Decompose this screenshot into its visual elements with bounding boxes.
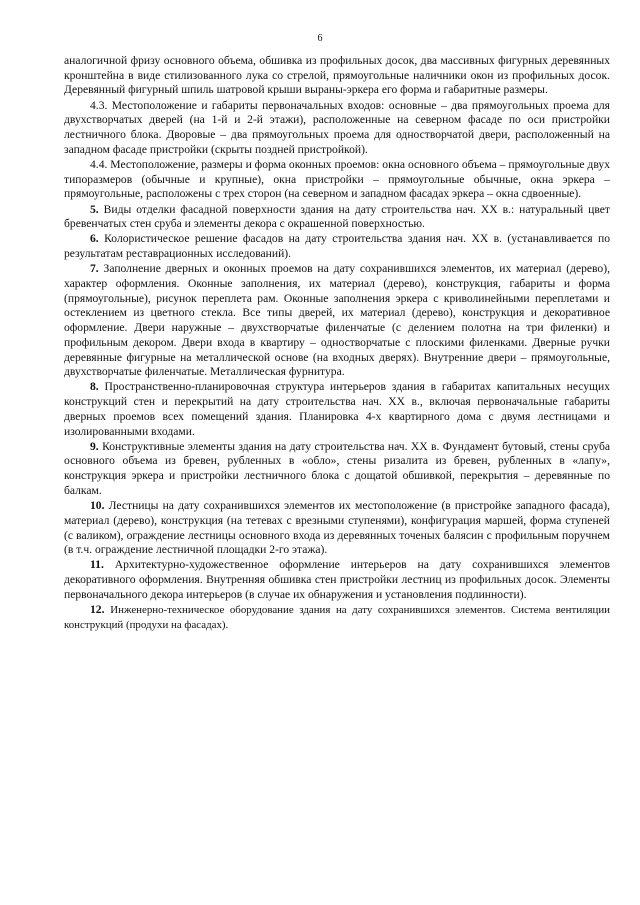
paragraph-11	[64, 558, 610, 602]
paragraph-number: 4.4.	[90, 157, 108, 171]
paragraph-text: Местоположение, размеры и форма оконных проемов: окна основного объема – прямоугольные двух типоразмеров (обычные и крупные), окна пристройки – прямоугольные обычные, окна эркера – прямоугольные, расположены с трех сторон (на северном и западном фасадах эркера – окна сдвоенные).	[64, 157, 610, 201]
page-number: 6	[317, 33, 323, 44]
paragraph-continuation	[64, 54, 610, 98]
paragraph-number: 12.	[90, 603, 105, 617]
paragraph-text: Архитектурно-художественное оформление интерьеров на дату сохранившихся элементов декоративного оформления. Внутренняя обшивка стен пристройки лестниц из профильных досок. Элементы первоначального декора интерьеров (в случае их обнаружения и установления подлинности).	[64, 558, 610, 601]
document-body	[64, 54, 610, 632]
paragraph-4-3	[64, 99, 610, 158]
paragraph-7	[64, 262, 610, 380]
paragraph-number: 8.	[90, 380, 99, 394]
paragraph-text: Заполнение дверных и оконных проемов на дату сохранившихся элементов, их материал (дерево), характер оформления. Оконные заполнения, их материал (дерево), конструкция, габариты и форма (прямоугольные), рисунок переплета рам. Оконные заполнения эркера с криволинейными переплетами и остеклением из цветного стекла. Все типы дверей, их материал (дерево), конструкция и декоративное оформление. Двери наружные – двухстворчатые филенчатые (с делением полотна на три филенки) и профильным декором. Двери входа в квартиру – одностворчатые с плоскими филенками. Дверные ручки деревянные фигурные на металлической основе (на входных дверях). Внутренние двери – прямоугольные, двухстворчатые филенчатые. Металлическая фурнитура.	[64, 262, 610, 379]
paragraph-text: Конструктивные элементы здания на дату строительства нач. XX в. Фундамент бутовый, стены сруба основного объема из бревен, рубленных в «обло», стены ризалита из бревен, рубленных в «лапу», конструкция эркера и пристройки лестничного блока с дощатой обшивкой, перекрытия – деревянные по балкам.	[64, 439, 610, 497]
paragraph-6	[64, 232, 610, 261]
paragraph-4-4	[64, 158, 610, 202]
paragraph-9	[64, 440, 610, 499]
paragraph-text: Пространственно-планировочная структура интерьеров здания в габаритах капитальных несущих конструкций стен и перекрытий на дату строительства нач. XX в., включая первоначальные габариты дверных проемов всех помещений здания. Планировка 4-х квартирного дома с двумя лестницами и изолированными входами.	[64, 380, 610, 438]
paragraph-number: 7.	[90, 262, 99, 276]
paragraph-8	[64, 380, 610, 439]
paragraph-number: 9.	[90, 439, 99, 453]
paragraph-number: 10.	[90, 499, 105, 513]
paragraph-number: 4.3.	[90, 98, 108, 112]
paragraph-text: Инженерно-техническое оборудование здания на дату сохранившихся элементов. Система вентиляции конструкций (продухи на фасадах).	[64, 604, 610, 631]
paragraph-12	[64, 603, 610, 632]
paragraph-text: Колористическое решение фасадов на дату строительства здания нач. XX в. (устанавливается по результатам реставрационных исследований).	[64, 232, 610, 261]
paragraph-10	[64, 499, 610, 558]
paragraph-text: Лестницы на дату сохранившихся элементов их местоположение (в пристройке западного фасада), материал (дерево), конструкция (на тетевах с врезными ступенями), конфигурация маршей, форма ступеней (с валиком), ограждение лестницы основного входа из деревянных точеных балясин с профильным поручнем (в т.ч. ограждение лестничной площадки 2-го этажа).	[64, 499, 610, 557]
paragraph-text: Местоположение и габариты первоначальных входов: основные – два прямоугольных проема для двухстворчатых дверей (на 1-й и 2-й этажи), расположенные на северном фасаде по оси пристройки лестничного блока. Дворовые – два прямоугольных проема для одностворчатой двери, расположенный на западном фасаде пристройки (скрыты поздней пристройкой).	[64, 98, 610, 156]
paragraph-text: Виды отделки фасадной поверхности здания на дату строительства нач. XX в.: натуральный цвет бревенчатых стен сруба и элементы декора с окрашенной поверхностью.	[64, 202, 610, 231]
paragraph-5	[64, 203, 610, 232]
paragraph-number: 6.	[90, 232, 99, 246]
paragraph-text: аналогичной фризу основного объема, обшивка из профильных досок, два массивных фигурных деревянных кронштейна в виде стилизованного лука со стрелой, прямоугольные наличники окон из профильных досок. Деревянный фигурный шпиль шатровой крыши выраны-эркера его форма и габаритные размеры.	[64, 54, 610, 97]
paragraph-number: 5.	[90, 202, 99, 216]
paragraph-number: 11.	[90, 558, 104, 572]
